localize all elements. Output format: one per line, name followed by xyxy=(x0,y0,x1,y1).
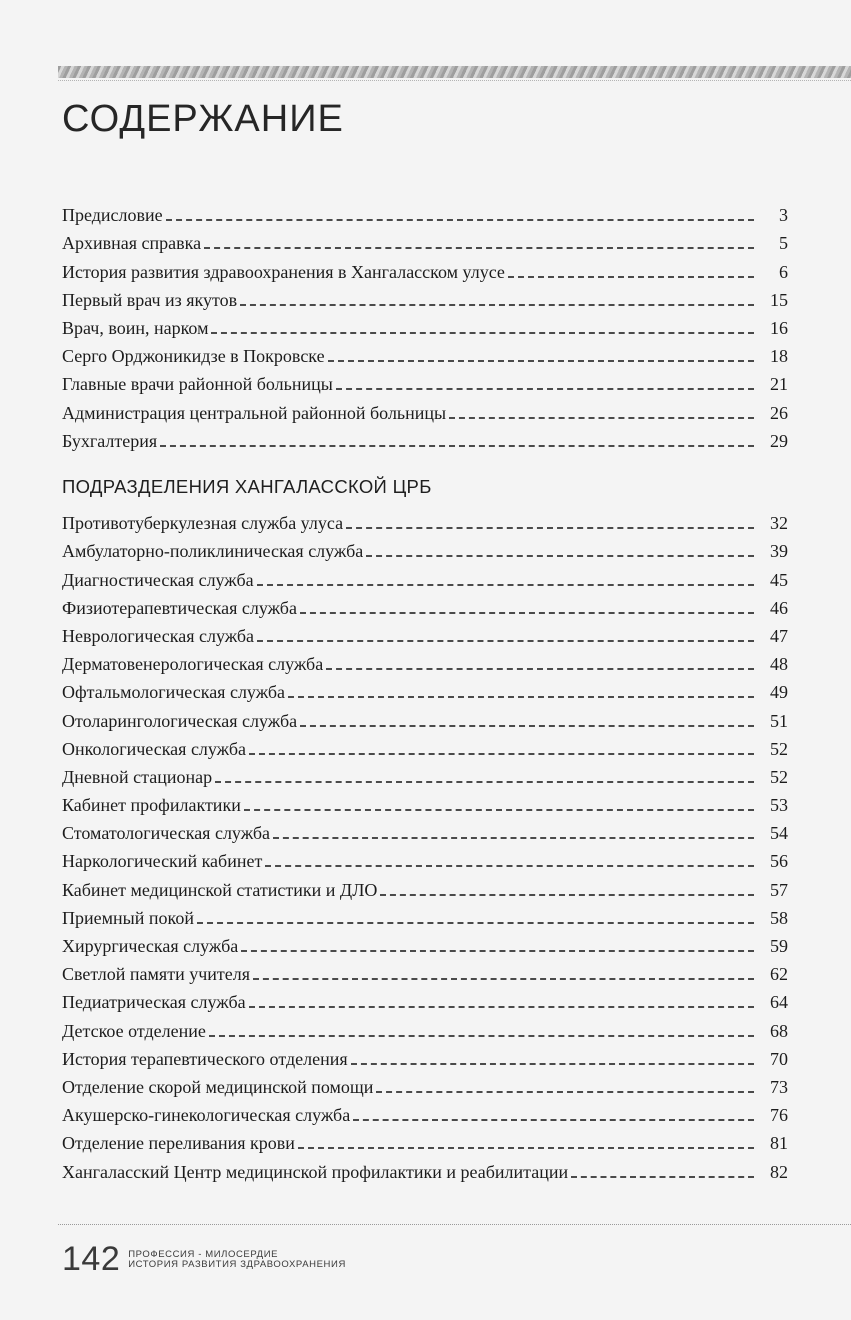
dot-leader xyxy=(273,837,754,839)
toc-entry-page: 32 xyxy=(770,513,788,534)
toc-entry[interactable] xyxy=(62,957,788,985)
dot-leader xyxy=(265,865,754,867)
toc-entry-title: Диагностическая служба xyxy=(62,569,254,590)
dot-leader xyxy=(288,696,754,698)
dot-leader xyxy=(328,360,754,362)
toc-entry[interactable] xyxy=(62,1098,788,1126)
toc-entry-title: Бухгалтерия xyxy=(62,430,158,451)
toc-entry-page: 82 xyxy=(770,1161,788,1182)
page-title: СОДЕРЖАНИЕ xyxy=(62,98,344,140)
toc-entry-title: Главные врачи районной больницы xyxy=(62,374,333,395)
toc-entry[interactable] xyxy=(62,1126,788,1154)
toc-entry-title: Хирургическая служба xyxy=(62,936,239,956)
toc-entry-page: 52 xyxy=(770,766,788,787)
toc-entry[interactable] xyxy=(62,816,788,844)
dot-leader xyxy=(253,978,754,980)
dot-leader xyxy=(366,555,754,557)
section-heading: ПОДРАЗДЕЛЕНИЯ ХАНГАЛАССКОЙ ЦРБ xyxy=(62,476,432,497)
dot-leader xyxy=(240,304,754,306)
toc-entry-page: 58 xyxy=(770,907,788,928)
toc-entry-page: 76 xyxy=(770,1105,788,1126)
toc-entry-title: Врач, воин, нарком xyxy=(62,317,209,338)
toc-entry-page: 39 xyxy=(770,541,788,562)
toc-entry[interactable] xyxy=(62,226,788,254)
toc-entry[interactable] xyxy=(62,534,788,562)
toc-entry-page: 53 xyxy=(770,795,788,816)
toc-entry-page: 52 xyxy=(770,738,788,759)
toc-entry-page: 51 xyxy=(770,710,788,731)
toc-entry-page: 64 xyxy=(770,992,788,1013)
toc-entry-title: Офтальмологическая служба xyxy=(62,682,286,703)
toc-entry[interactable] xyxy=(62,1070,788,1098)
toc-entry-title: Противотуберкулезная служба улуса xyxy=(62,513,344,534)
toc-entry-page: 29 xyxy=(770,430,788,451)
toc-entry-title: История развития здравоохранения в Хангаласском улусе xyxy=(62,261,505,282)
toc-entry-title: Серго Орджоникидзе в Покровске xyxy=(62,346,325,367)
toc-entry-title: Отоларингологическая служба xyxy=(62,710,298,731)
dot-leader xyxy=(257,584,754,586)
toc-entry[interactable] xyxy=(62,844,788,872)
toc-entry-page: 56 xyxy=(770,851,788,872)
running-title xyxy=(128,1250,346,1270)
toc-entry-page: 54 xyxy=(770,823,788,844)
toc-entry-title: Амбулаторно-поликлиническая служба xyxy=(62,541,364,562)
toc-entry[interactable] xyxy=(62,311,788,339)
toc-entry-page: 81 xyxy=(770,1133,788,1154)
page-number: 142 xyxy=(62,1240,121,1278)
toc-entry[interactable] xyxy=(62,395,788,423)
toc-entry[interactable] xyxy=(62,562,788,590)
toc-entry[interactable] xyxy=(62,788,788,816)
toc-entry-title: Отделение переливания крови xyxy=(62,1133,295,1154)
header-divider xyxy=(58,80,851,82)
toc-main-list xyxy=(62,198,788,452)
toc-entry-title: История терапевтического отделения xyxy=(62,1048,348,1069)
dot-leader xyxy=(244,809,754,811)
dot-leader xyxy=(449,417,754,419)
toc-entry[interactable] xyxy=(62,424,788,452)
toc-entry-page: 5 xyxy=(779,233,788,254)
toc-entry[interactable] xyxy=(62,732,788,760)
dot-leader xyxy=(257,640,754,642)
toc-entry-page: 49 xyxy=(770,682,788,703)
toc-entry-title: Приемный покой xyxy=(62,907,194,928)
toc-entry-title: Неврологическая служба xyxy=(62,625,255,646)
toc-entry-title: Архивная справка xyxy=(62,233,202,254)
dot-leader xyxy=(380,894,754,896)
toc-entry-title: Отделение скорой медицинской помощи xyxy=(62,1076,374,1097)
dot-leader xyxy=(166,219,754,221)
running-title-line: ПРОФЕССИЯ - МИЛОСЕРДИЕ xyxy=(128,1248,279,1260)
toc-entry-title: Администрация центральной районной больницы xyxy=(62,402,447,423)
toc-entry-title: Педиатрическая служба xyxy=(62,992,246,1013)
toc-entry-page: 3 xyxy=(779,205,788,226)
toc-entry-title: Светлой памяти учителя xyxy=(62,964,251,985)
footer-divider xyxy=(58,1224,851,1226)
dot-leader xyxy=(197,922,754,924)
toc-entry[interactable] xyxy=(62,1013,788,1041)
toc-entry[interactable] xyxy=(62,929,788,957)
toc-entry[interactable] xyxy=(62,283,788,311)
toc-entry-page: 21 xyxy=(770,374,788,395)
dot-leader xyxy=(249,753,754,755)
toc-entry-page: 45 xyxy=(770,569,788,590)
page-footer xyxy=(62,1240,346,1279)
dot-leader xyxy=(241,950,754,952)
toc-entry-page: 46 xyxy=(770,597,788,618)
toc-entry[interactable] xyxy=(62,339,788,367)
toc-entry-page: 68 xyxy=(770,1020,788,1041)
dot-leader xyxy=(346,527,754,529)
toc-entry-page: 26 xyxy=(770,402,788,423)
toc-entry[interactable] xyxy=(62,901,788,929)
decorative-header-band xyxy=(58,66,851,78)
toc-entry-page: 59 xyxy=(770,936,788,956)
dot-leader xyxy=(376,1091,754,1093)
dot-leader xyxy=(249,1006,754,1008)
toc-entry-title: Кабинет медицинской статистики и ДЛО xyxy=(62,879,378,900)
toc-entry-title: Дерматовенерологическая служба xyxy=(62,654,324,675)
toc-entry-title: Предисловие xyxy=(62,205,163,226)
toc-entry-title: Кабинет профилактики xyxy=(62,795,241,816)
toc-entry-page: 48 xyxy=(770,654,788,675)
toc-entry-title: Детское отделение xyxy=(62,1020,206,1041)
dot-leader xyxy=(326,668,754,670)
toc-entry-page: 62 xyxy=(770,964,788,985)
toc-entry-title: Стоматологическая служба xyxy=(62,823,271,844)
toc-entry-title: Физиотерапевтическая служба xyxy=(62,597,297,618)
toc-entry[interactable] xyxy=(62,619,788,647)
toc-entry[interactable] xyxy=(62,1154,788,1182)
toc-entry-page: 16 xyxy=(770,317,788,338)
toc-entry-title: Наркологический кабинет xyxy=(62,851,263,872)
toc-entry-title: Акушерско-гинекологическая служба xyxy=(62,1105,351,1126)
toc-entry[interactable] xyxy=(62,647,788,675)
dot-leader xyxy=(209,1035,754,1037)
dot-leader xyxy=(300,725,754,727)
dot-leader xyxy=(353,1119,754,1121)
toc-entry-page: 6 xyxy=(779,261,788,282)
toc-entry[interactable] xyxy=(62,760,788,788)
dot-leader xyxy=(298,1147,754,1149)
toc-entry-title: Первый врач из якутов xyxy=(62,289,238,310)
toc-entry[interactable] xyxy=(62,591,788,619)
dot-leader xyxy=(211,332,754,334)
toc-entry[interactable] xyxy=(62,985,788,1013)
toc-entry-page: 70 xyxy=(770,1048,788,1069)
dot-leader xyxy=(300,612,754,614)
dot-leader xyxy=(508,276,754,278)
running-title-line: ИСТОРИЯ РАЗВИТИЯ ЗДРАВООХРАНЕНИЯ xyxy=(128,1258,346,1270)
toc-sections-list xyxy=(62,506,788,1183)
toc-entry-page: 57 xyxy=(770,879,788,900)
toc-entry-title: Онкологическая служба xyxy=(62,738,247,759)
toc-entry-page: 18 xyxy=(770,346,788,367)
toc-entry-page: 73 xyxy=(770,1076,788,1097)
toc-entry[interactable] xyxy=(62,367,788,395)
dot-leader xyxy=(571,1176,754,1178)
dot-leader xyxy=(160,445,754,447)
toc-entry[interactable] xyxy=(62,703,788,731)
toc-entry-title: Дневной стационар xyxy=(62,766,213,787)
toc-entry-page: 15 xyxy=(770,289,788,310)
toc-entry[interactable] xyxy=(62,675,788,703)
toc-entry[interactable] xyxy=(62,254,788,282)
dot-leader xyxy=(204,247,754,249)
toc-entry[interactable] xyxy=(62,872,788,900)
dot-leader xyxy=(215,781,754,783)
dot-leader xyxy=(351,1063,754,1065)
toc-entry[interactable] xyxy=(62,1042,788,1070)
toc-entry-title: Хангаласский Центр медицинской профилактики и реабилитации xyxy=(62,1161,569,1182)
toc-entry-page: 47 xyxy=(770,625,788,646)
dot-leader xyxy=(336,388,754,390)
toc-entry[interactable] xyxy=(62,506,788,534)
toc-entry[interactable] xyxy=(62,198,788,226)
